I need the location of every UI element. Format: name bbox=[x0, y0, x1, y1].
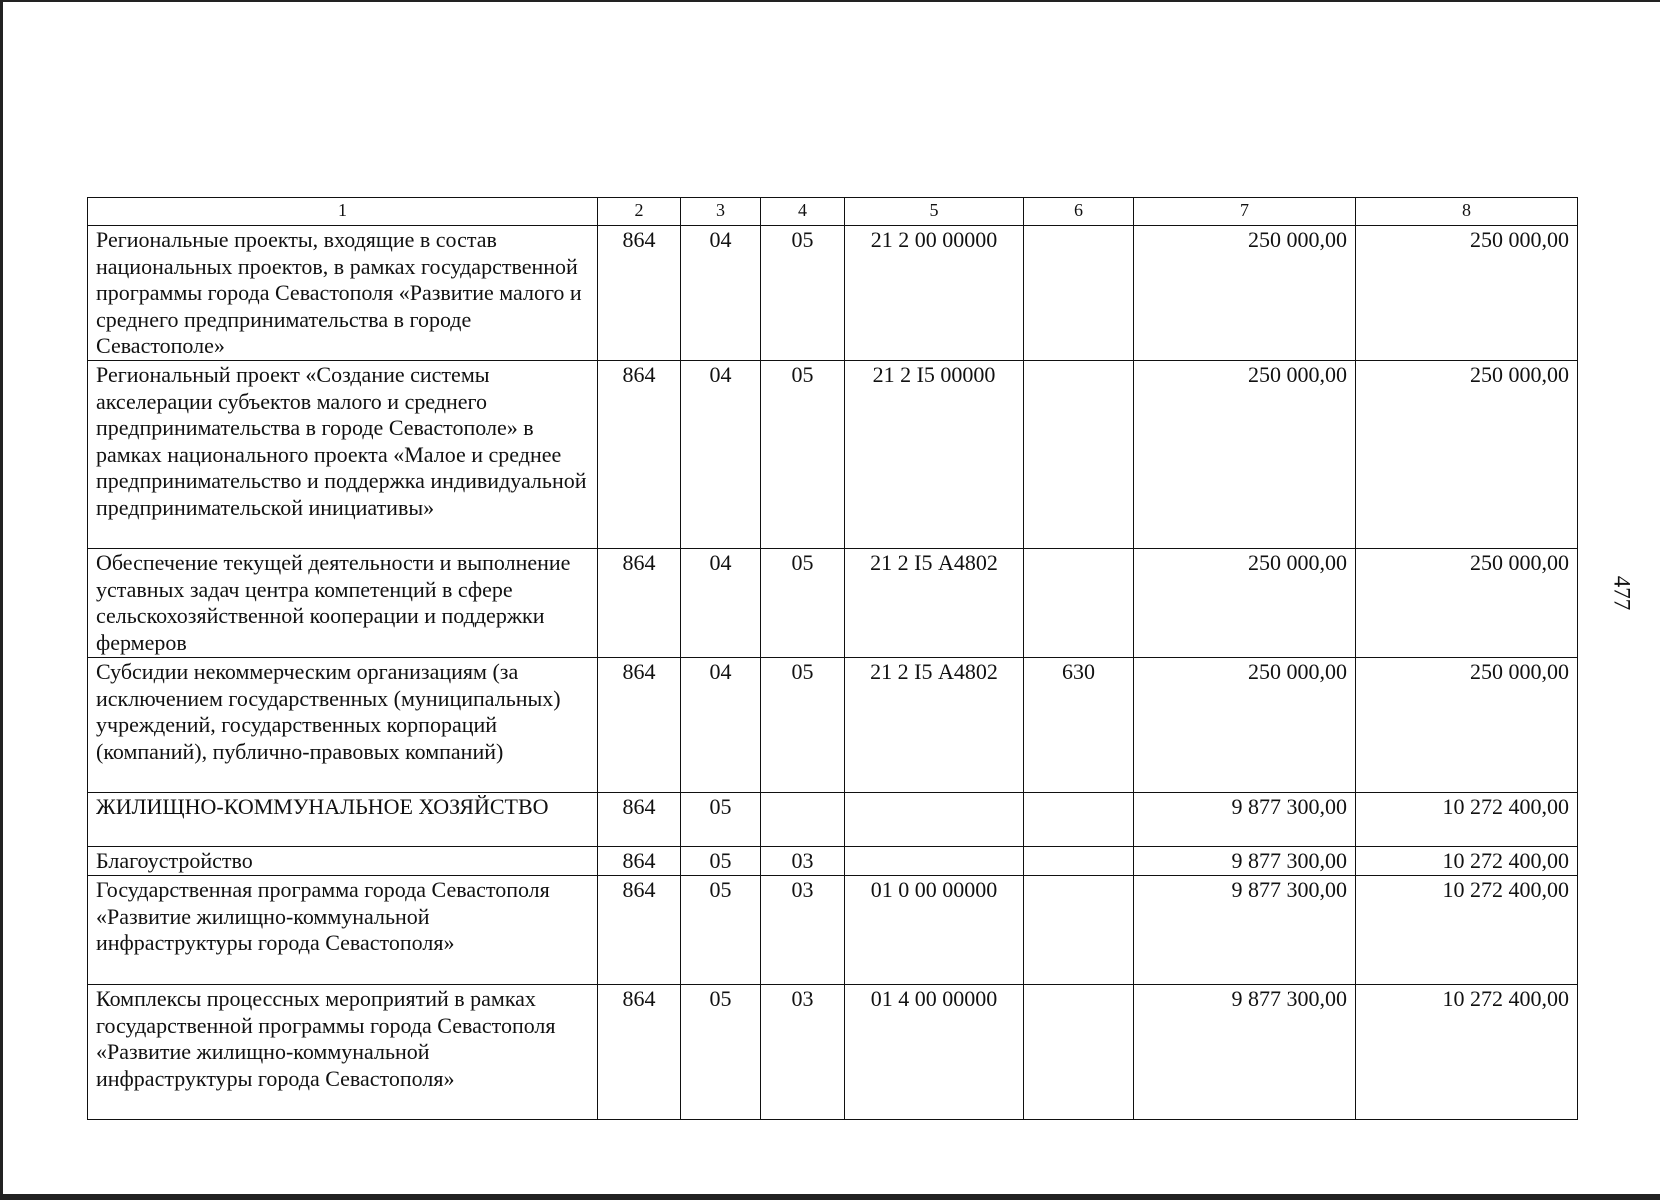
table-row bbox=[88, 549, 1578, 658]
table-row bbox=[88, 985, 1578, 1120]
row-code-6 bbox=[1024, 876, 1134, 985]
table-row bbox=[88, 793, 1578, 847]
row-code-4: 05 bbox=[761, 549, 845, 658]
row-amount-7: 250 000,00 bbox=[1134, 361, 1356, 549]
row-amount-8: 250 000,00 bbox=[1356, 226, 1578, 361]
row-code-3: 04 bbox=[681, 226, 761, 361]
row-code-5: 01 4 00 00000 bbox=[845, 985, 1024, 1120]
row-code-3: 04 bbox=[681, 361, 761, 549]
row-code-6 bbox=[1024, 793, 1134, 847]
row-code-2: 864 bbox=[598, 361, 681, 549]
row-code-4: 03 bbox=[761, 985, 845, 1120]
row-code-3: 04 bbox=[681, 549, 761, 658]
row-code-5: 01 0 00 00000 bbox=[845, 876, 1024, 985]
row-amount-8: 10 272 400,00 bbox=[1356, 847, 1578, 876]
scan-border-top bbox=[0, 0, 1660, 2]
header-cell-5: 5 bbox=[845, 198, 1024, 226]
row-amount-8: 250 000,00 bbox=[1356, 361, 1578, 549]
header-cell-2: 2 bbox=[598, 198, 681, 226]
row-name: Благоустройство bbox=[88, 847, 598, 876]
row-code-2: 864 bbox=[598, 226, 681, 361]
row-code-5 bbox=[845, 793, 1024, 847]
table-row bbox=[88, 847, 1578, 876]
row-name: Обеспечение текущей деятельности и выполнение уставных задач центра компетенций в сфере сельскохозяйственной кооперации и поддержки фермеров bbox=[88, 549, 598, 658]
row-code-3: 04 bbox=[681, 658, 761, 793]
table-row bbox=[88, 226, 1578, 361]
row-code-4 bbox=[761, 793, 845, 847]
row-code-4: 05 bbox=[761, 361, 845, 549]
row-code-6 bbox=[1024, 549, 1134, 658]
row-name: ЖИЛИЩНО-КОММУНАЛЬНОЕ ХОЗЯЙСТВО bbox=[88, 793, 598, 847]
header-cell-1: 1 bbox=[88, 198, 598, 226]
row-code-2: 864 bbox=[598, 985, 681, 1120]
header-cell-7: 7 bbox=[1134, 198, 1356, 226]
row-amount-8: 10 272 400,00 bbox=[1356, 876, 1578, 985]
row-code-3: 05 bbox=[681, 793, 761, 847]
row-code-4: 05 bbox=[761, 226, 845, 361]
row-amount-7: 250 000,00 bbox=[1134, 549, 1356, 658]
row-amount-7: 250 000,00 bbox=[1134, 658, 1356, 793]
row-amount-7: 9 877 300,00 bbox=[1134, 876, 1356, 985]
table-row bbox=[88, 658, 1578, 793]
row-name: Комплексы процессных мероприятий в рамках государственной программы города Севастополя «Развитие жилищно-коммунальной инфраструктуры города Севастополя» bbox=[88, 985, 598, 1120]
row-code-5: 21 2 I5 А4802 bbox=[845, 549, 1024, 658]
row-code-5: 21 2 I5 А4802 bbox=[845, 658, 1024, 793]
row-name: Государственная программа города Севастополя «Развитие жилищно-коммунальной инфраструктуры города Севастополя» bbox=[88, 876, 598, 985]
row-amount-7: 9 877 300,00 bbox=[1134, 793, 1356, 847]
row-name: Субсидии некоммерческим организациям (за исключением государственных (муниципальных) учреждений, государственных корпораций (компаний), публично-правовых компаний) bbox=[88, 658, 598, 793]
row-amount-7: 250 000,00 bbox=[1134, 226, 1356, 361]
row-code-4: 03 bbox=[761, 847, 845, 876]
row-code-2: 864 bbox=[598, 876, 681, 985]
row-amount-8: 10 272 400,00 bbox=[1356, 985, 1578, 1120]
row-amount-8: 10 272 400,00 bbox=[1356, 793, 1578, 847]
header-cell-8: 8 bbox=[1356, 198, 1578, 226]
row-code-4: 03 bbox=[761, 876, 845, 985]
row-code-2: 864 bbox=[598, 793, 681, 847]
row-code-6 bbox=[1024, 985, 1134, 1120]
row-amount-7: 9 877 300,00 bbox=[1134, 985, 1356, 1120]
row-code-4: 05 bbox=[761, 658, 845, 793]
row-name: Региональный проект «Создание системы акселерации субъектов малого и среднего предпринимательства в городе Севастополе» в рамках национального проекта «Малое и среднее предпринимательство и поддержка индивидуальной предпринимательской инициативы» bbox=[88, 361, 598, 549]
page-number: 477 bbox=[1609, 575, 1635, 611]
row-name: Региональные проекты, входящие в состав национальных проектов, в рамках государственной программы города Севастополя «Развитие малого и среднего предпринимательства в городе Севастополе» bbox=[88, 226, 598, 361]
row-code-3: 05 bbox=[681, 876, 761, 985]
row-amount-8: 250 000,00 bbox=[1356, 549, 1578, 658]
header-cell-4: 4 bbox=[761, 198, 845, 226]
row-amount-8: 250 000,00 bbox=[1356, 658, 1578, 793]
table-row bbox=[88, 876, 1578, 985]
header-row bbox=[88, 198, 1578, 226]
header-cell-3: 3 bbox=[681, 198, 761, 226]
row-code-2: 864 bbox=[598, 658, 681, 793]
scan-border-left bbox=[0, 0, 3, 1200]
scan-border-bottom bbox=[0, 1194, 1660, 1200]
row-amount-7: 9 877 300,00 bbox=[1134, 847, 1356, 876]
row-code-6 bbox=[1024, 361, 1134, 549]
row-code-2: 864 bbox=[598, 549, 681, 658]
table-row bbox=[88, 361, 1578, 549]
budget-table bbox=[87, 197, 1578, 1120]
row-code-6: 630 bbox=[1024, 658, 1134, 793]
row-code-3: 05 bbox=[681, 985, 761, 1120]
row-code-5 bbox=[845, 847, 1024, 876]
row-code-3: 05 bbox=[681, 847, 761, 876]
header-cell-6: 6 bbox=[1024, 198, 1134, 226]
row-code-6 bbox=[1024, 847, 1134, 876]
row-code-5: 21 2 I5 00000 bbox=[845, 361, 1024, 549]
row-code-5: 21 2 00 00000 bbox=[845, 226, 1024, 361]
row-code-2: 864 bbox=[598, 847, 681, 876]
row-code-6 bbox=[1024, 226, 1134, 361]
